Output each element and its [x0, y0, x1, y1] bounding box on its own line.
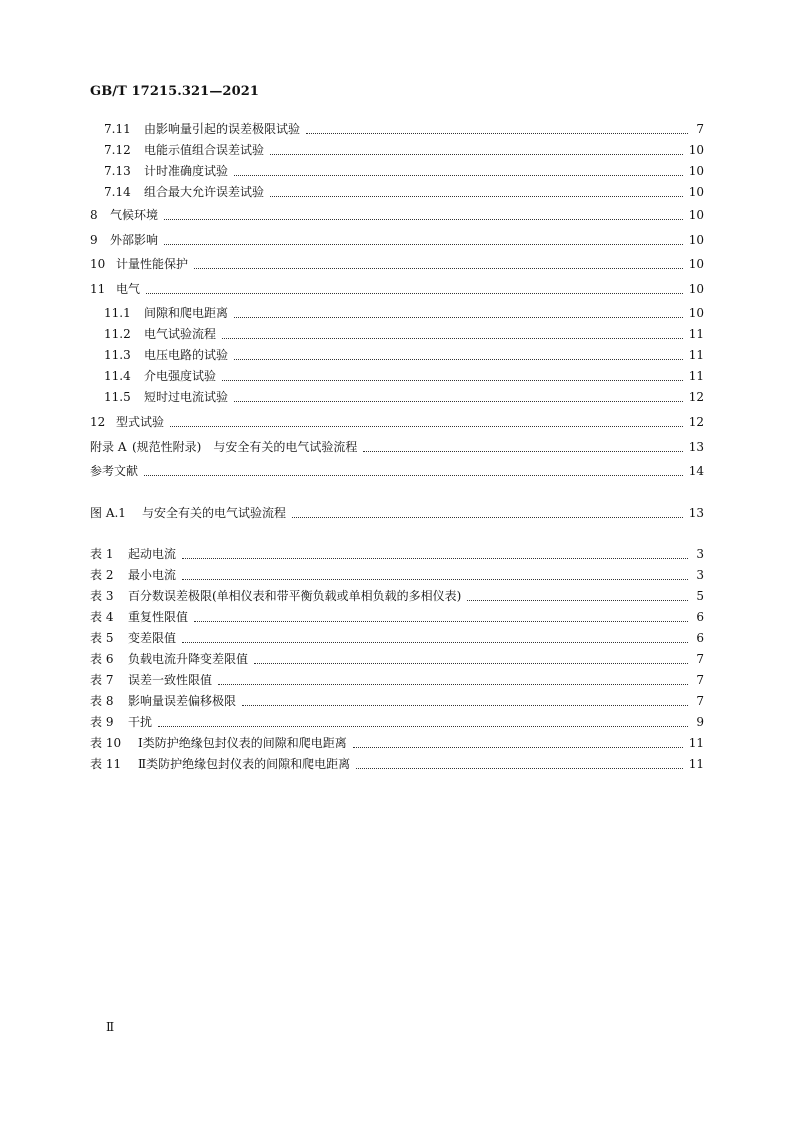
page-number: Ⅱ: [106, 1020, 115, 1034]
toc-entry-page: 13: [688, 440, 704, 454]
dot-leader: [222, 337, 683, 339]
table-entry-title: 最小电流: [128, 568, 177, 582]
figure-entry-number: 图 A.1: [90, 506, 126, 520]
toc-entry-number: 7.11: [104, 122, 131, 136]
toc-entry-title: (规范性附录) 与安全有关的电气试验流程: [132, 440, 358, 454]
table-entry[interactable]: [90, 714, 704, 730]
toc-entry-page: 7: [696, 122, 704, 136]
table-entry-title: 重复性限值: [128, 610, 189, 624]
table-entry-title: Ⅰ类防护绝缘包封仪表的间隙和爬电距离: [138, 736, 347, 750]
dot-leader: [242, 704, 688, 706]
toc-entry[interactable]: [104, 326, 704, 342]
toc-entry-title: 间隙和爬电距离: [144, 306, 229, 320]
table-entry[interactable]: [90, 651, 704, 667]
table-entry-title: 百分数误差极限(单相仪表和带平衡负载或单相负载的多相仪表): [128, 589, 462, 603]
table-entry-number: 表 11: [90, 757, 122, 771]
toc-entry[interactable]: [104, 389, 704, 405]
toc-entry[interactable]: [104, 163, 704, 179]
dot-leader: [146, 292, 683, 294]
toc-entry[interactable]: [90, 414, 704, 430]
toc-entry-page: 11: [688, 327, 704, 341]
table-entry[interactable]: [90, 630, 704, 646]
table-entry-page: 3: [696, 568, 704, 582]
table-entry-page: 7: [696, 652, 704, 666]
table-entry-number: 表 8: [90, 694, 114, 708]
table-entry[interactable]: [90, 735, 704, 751]
table-entry-number: 表 4: [90, 610, 114, 624]
toc-entry-number: 8: [90, 208, 98, 222]
toc-entry-number: 12: [90, 415, 106, 429]
dot-leader: [170, 425, 683, 427]
toc-entry-page: 11: [688, 369, 704, 383]
toc-entry-title: 组合最大允许误差试验: [144, 185, 265, 199]
dot-leader: [270, 195, 683, 197]
table-entry-title: Ⅱ类防护绝缘包封仪表的间隙和爬电距离: [138, 757, 351, 771]
toc-entry-title: 介电强度试验: [144, 369, 217, 383]
dot-leader: [234, 400, 683, 402]
toc-entry-number: 11.5: [104, 390, 131, 404]
dot-leader: [234, 174, 683, 176]
toc-entry-title: 型式试验: [116, 415, 165, 429]
toc-entry-page: 12: [688, 415, 704, 429]
toc-entry-number: 11.2: [104, 327, 131, 341]
toc-entry-page: 10: [688, 282, 704, 296]
toc-entry-page: 10: [688, 306, 704, 320]
toc-entry[interactable]: [90, 281, 704, 297]
table-entry-number: 表 5: [90, 631, 114, 645]
toc-entry-page: 11: [688, 348, 704, 362]
figure-entry-page: 13: [688, 506, 704, 520]
dot-leader: [234, 316, 683, 318]
dot-leader: [254, 662, 688, 664]
toc-entry[interactable]: [90, 439, 704, 455]
dot-leader: [164, 218, 683, 220]
dot-leader: [144, 474, 683, 476]
table-entry-number: 表 10: [90, 736, 122, 750]
dot-leader: [234, 358, 683, 360]
toc-entry-title: 气候环境: [110, 208, 159, 222]
table-entry-title: 干扰: [128, 715, 153, 729]
toc-entry-number: 11.1: [104, 306, 131, 320]
toc-entry[interactable]: [90, 463, 704, 479]
table-entry-title: 负载电流升降变差限值: [128, 652, 249, 666]
figure-entry-title: 与安全有关的电气试验流程: [142, 506, 287, 520]
dot-leader: [222, 379, 683, 381]
toc-entry[interactable]: [104, 347, 704, 363]
toc-entry-title: 计量性能保护: [116, 257, 189, 271]
toc-entry-page: 12: [688, 390, 704, 404]
dot-leader: [292, 516, 683, 518]
table-entry-page: 3: [696, 547, 704, 561]
dot-leader: [182, 557, 688, 559]
dot-leader: [467, 599, 688, 601]
toc-entry-page: 10: [688, 164, 704, 178]
toc-entry-number: 7.12: [104, 143, 131, 157]
table-entry-number: 表 7: [90, 673, 114, 687]
table-entry[interactable]: [90, 756, 704, 772]
dot-leader: [164, 243, 683, 245]
toc-entry-title: 短时过电流试验: [144, 390, 229, 404]
table-entry[interactable]: [90, 546, 704, 562]
table-entry[interactable]: [90, 567, 704, 583]
toc-entry[interactable]: [104, 184, 704, 200]
table-entry-page: 11: [688, 757, 704, 771]
table-entry-page: 7: [696, 694, 704, 708]
toc-entry-title: 由影响量引起的误差极限试验: [144, 122, 301, 136]
toc-entry[interactable]: [90, 232, 704, 248]
toc-entry-number: 7.13: [104, 164, 131, 178]
toc-entry-title: 电气试验流程: [144, 327, 217, 341]
table-entry-page: 7: [696, 673, 704, 687]
dot-leader: [270, 153, 683, 155]
table-entry-page: 9: [696, 715, 704, 729]
toc-entry-number: 10: [90, 257, 106, 271]
toc-entry-title: 参考文献: [90, 464, 139, 478]
toc-entry-number: 7.14: [104, 185, 131, 199]
toc-entry-number: 11: [90, 282, 106, 296]
table-entry-number: 表 9: [90, 715, 114, 729]
dot-leader: [353, 746, 683, 748]
dot-leader: [356, 767, 683, 769]
toc-entry-page: 10: [688, 185, 704, 199]
toc-entry[interactable]: [104, 142, 704, 158]
figure-entry[interactable]: [90, 505, 704, 521]
toc-entry-title: 电压电路的试验: [144, 348, 229, 362]
toc-entry-page: 10: [688, 143, 704, 157]
dot-leader: [182, 578, 688, 580]
table-entry-page: 6: [696, 631, 704, 645]
dot-leader: [306, 132, 688, 134]
document-id: GB/T 17215.321—2021: [90, 84, 260, 99]
toc-entry-page: 14: [688, 464, 704, 478]
dot-leader: [182, 641, 688, 643]
toc-entry-title: 计时准确度试验: [144, 164, 229, 178]
table-entry-title: 影响量误差偏移极限: [128, 694, 237, 708]
table-entry[interactable]: [90, 693, 704, 709]
toc-entry-title: 电能示值组合误差试验: [144, 143, 265, 157]
toc-entry-title: 外部影响: [110, 233, 159, 247]
dot-leader: [218, 683, 688, 685]
table-entry-title: 误差一致性限值: [128, 673, 213, 687]
table-entry-number: 表 1: [90, 547, 114, 561]
table-entry-page: 6: [696, 610, 704, 624]
dot-leader: [158, 725, 688, 727]
toc-entry[interactable]: [104, 121, 704, 137]
dot-leader: [194, 620, 688, 622]
toc-entry-page: 10: [688, 257, 704, 271]
toc-entry-number: 9: [90, 233, 98, 247]
table-entry-title: 起动电流: [128, 547, 177, 561]
table-entry[interactable]: [90, 672, 704, 688]
toc-entry-number: 11.3: [104, 348, 131, 362]
toc-entry[interactable]: [104, 368, 704, 384]
toc-entry-number: 附录 A: [90, 440, 127, 454]
toc-entry-title: 电气: [116, 282, 141, 296]
toc-entry-page: 10: [688, 233, 704, 247]
dot-leader: [194, 267, 683, 269]
table-entry-number: 表 2: [90, 568, 114, 582]
table-entry-page: 11: [688, 736, 704, 750]
table-entry-title: 变差限值: [128, 631, 177, 645]
table-entry-page: 5: [696, 589, 704, 603]
table-entry-number: 表 3: [90, 589, 114, 603]
dot-leader: [363, 450, 682, 452]
table-entry[interactable]: [90, 588, 704, 604]
toc-entry[interactable]: [90, 256, 704, 272]
table-entry-number: 表 6: [90, 652, 114, 666]
toc-entry[interactable]: [104, 305, 704, 321]
table-entry[interactable]: [90, 609, 704, 625]
toc-entry[interactable]: [90, 207, 704, 223]
toc-entry-number: 11.4: [104, 369, 131, 383]
toc-entry-page: 10: [688, 208, 704, 222]
